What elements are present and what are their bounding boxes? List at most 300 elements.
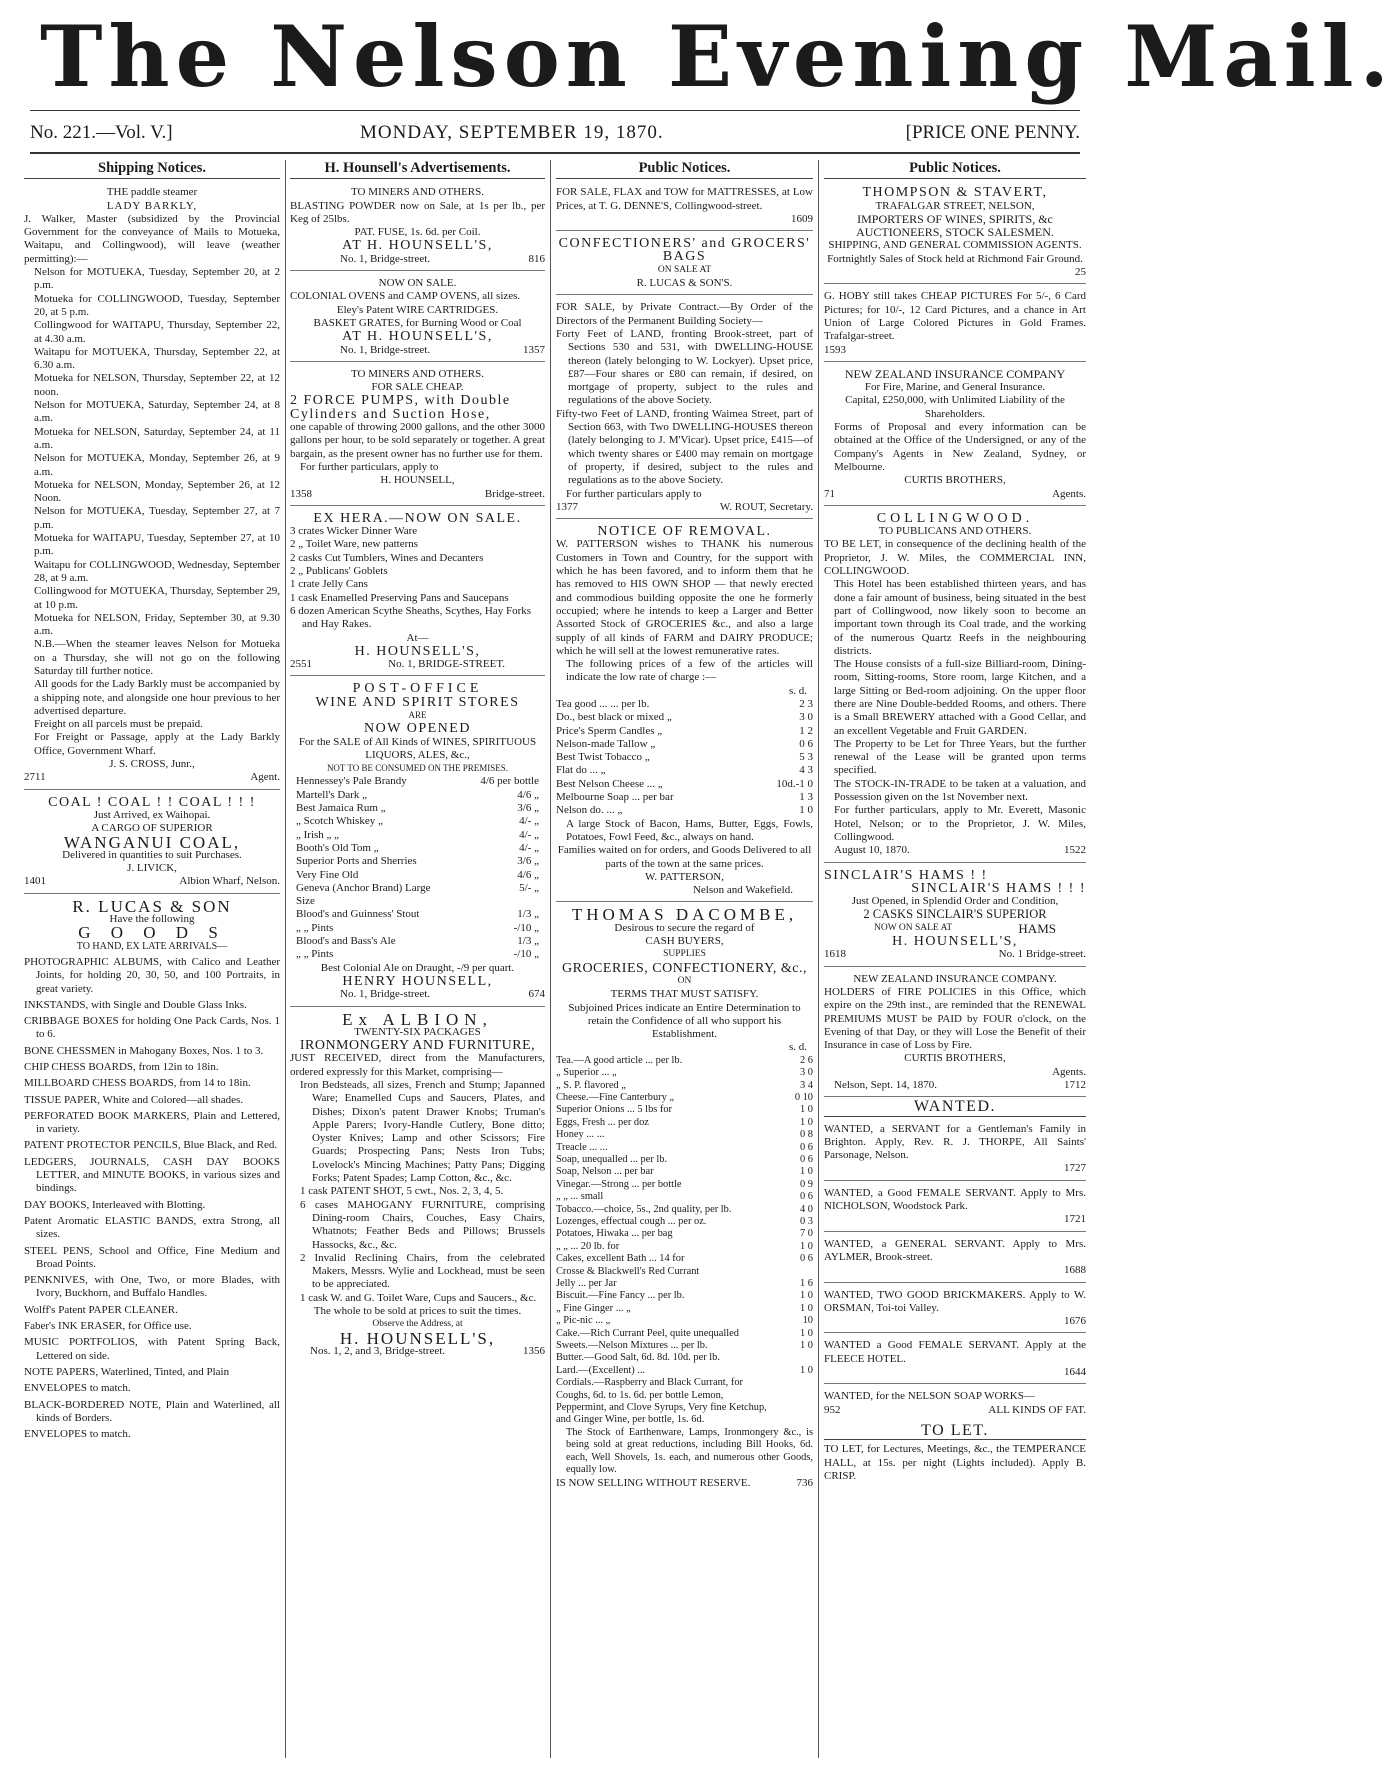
signature: H. HOUNSELL'S, <box>892 934 1018 950</box>
price-row <box>556 1117 813 1129</box>
list-item: MILLBOARD CHESS BOARDS, from 14 to 18in. <box>24 1077 251 1090</box>
price-value: 1 0 <box>800 1327 813 1339</box>
list-item: 2 Invalid Reclining Chairs, from the celebrated Makers, Messrs. Wylie and Lockhead, must be seen to be appreciated. <box>300 1251 545 1291</box>
ad-heading: TO PUBLICANS AND OTHERS. <box>878 525 1032 538</box>
price-value: 2 6 <box>800 1054 813 1066</box>
ad-footer <box>824 1213 1086 1226</box>
price-row <box>556 711 813 724</box>
ad-text: NOT TO BE CONSUMED ON THE PREMISES. <box>326 763 509 774</box>
price-value: 3/6 „ <box>517 802 539 815</box>
ad-text: one capable of throwing 2000 gallons, and the other 3000 gallons per hour, to be sold separately or together. A great bargain, as the present owner has no further use for them. <box>290 421 545 460</box>
ad-number: 2711 <box>24 771 46 784</box>
price-row <box>556 1179 813 1191</box>
price-value: 1/3 „ <box>517 935 539 948</box>
ad-text: Just Arrived, ex Waihopai. <box>93 808 211 821</box>
list-item: DAY BOOKS, Interleaved with Blotting. <box>24 1198 206 1211</box>
ad-number: 1727 <box>1064 1162 1086 1175</box>
ad-footer <box>824 1366 1086 1379</box>
ad-heading: WANGANUI COAL, <box>63 832 241 852</box>
ad-heading: LADY BARKLY, <box>106 199 198 212</box>
price-row <box>296 855 539 868</box>
price-item: Vinegar.—Strong ... per bottle <box>556 1178 682 1190</box>
price-row <box>296 789 539 802</box>
ad-text: Delivered in quantities to suit Purchases. <box>62 848 242 861</box>
price-row <box>556 1315 813 1327</box>
ad-number: 1357 <box>523 343 545 356</box>
ad-notice-of-removal <box>556 522 813 902</box>
sailing-entry: Nelson for MOTUEKA, Tuesday, September 20, at 2 p.m. <box>34 266 280 292</box>
ad-wanted <box>824 1184 1086 1232</box>
ad-heading: TO MINERS AND OTHERS. <box>350 186 485 199</box>
price-row <box>296 815 539 828</box>
ad-text: HOLDERS of FIRE POLICIES in this Office, which expire on the 29th inst., are reminded that the RENEWAL PREMIUMS MUST be PAID by FOUR o'clock, on the Evening of that Day, or they will Lose the Benefit of their Insurance in case of Loss by Fire. <box>824 985 1086 1052</box>
sailing-entry: Nelson for MOTUEKA, Saturday, September 24, at 8 a.m. <box>34 399 280 425</box>
ad-heading: NEW ZEALAND INSURANCE COMPANY <box>844 366 1066 381</box>
ad-heading: IRONMONGERY AND FURNITURE, <box>299 1038 536 1054</box>
list-item: LEDGERS, JOURNALS, CASH DAY BOOKS LETTER, and MINUTE BOOKS, in various sizes and bindings. <box>24 1155 280 1195</box>
price-item: Jelly ... per Jar <box>556 1278 617 1290</box>
ad-heading: G O O D S <box>78 923 226 943</box>
ad-ovens <box>290 274 545 362</box>
price-list <box>556 1055 813 1427</box>
price-row <box>556 1290 813 1302</box>
list-item: MUSIC PORTFOLIOS, with Patent Spring Back, Lettered on side. <box>24 1336 280 1362</box>
ad-collingwood <box>824 509 1086 863</box>
ad-heading: THOMAS DACOMBE, <box>571 905 798 925</box>
ad-number: 2551 <box>290 658 312 671</box>
price-row <box>556 1166 813 1178</box>
price-item: Cordials.—Raspberry and Black Currant, for Coughs, 6d. to 1s. 6d. per bottle Lemon, Peppermint, and Clove Syrups, Very fine Ketchup, and Ginger Wine, per bottle, 1s. 6d. <box>556 1377 767 1426</box>
list-item: ENVELOPES to match. <box>24 1428 131 1441</box>
ad-number: 1618 <box>824 948 846 961</box>
column-public-notices-1 <box>556 162 813 1762</box>
price-item: Best Nelson Cheese ... „ <box>556 777 663 790</box>
price-item: Booth's Old Tom „ <box>296 841 379 854</box>
ad-text: For Freight or Passage, apply at the Lady Barkly Office, Government Wharf. <box>34 731 280 757</box>
price-item: Price's Sperm Candles „ <box>556 724 663 737</box>
signature-role: Agents. <box>1052 487 1086 500</box>
ad-address: No. 1, BRIDGE-STREET. <box>388 658 505 671</box>
price-row <box>556 1228 813 1240</box>
price-value: 1 0 <box>799 804 813 817</box>
price-value: 1 0 <box>800 1116 813 1128</box>
price-value: 4/- „ <box>519 841 539 854</box>
ad-text: SUPPLIES <box>663 949 706 960</box>
issue-number: No. 221.—Vol. V.] <box>30 122 173 143</box>
price-row <box>556 804 813 817</box>
price-row <box>296 882 539 909</box>
ad-text: All goods for the Lady Barkly must be accompanied by a shipping note, and alongside one hour previous to her advertised departure. <box>34 678 280 717</box>
ad-number: 1377 <box>556 500 578 513</box>
ad-address: No. 1, Bridge-street. <box>340 252 431 265</box>
price-value: 0 6 <box>800 1191 813 1203</box>
price-row <box>556 1216 813 1228</box>
price-row <box>556 698 813 711</box>
price-value <box>773 1352 813 1364</box>
price-item: „ „ ... small <box>556 1191 604 1203</box>
ad-heading: NEW ZEALAND INSURANCE COMPANY. <box>853 972 1057 985</box>
ad-text: ALL KINDS OF FAT. <box>988 1403 1086 1416</box>
ad-text: FOR SALE, by Private Contract.—By Order of the Directors of the Permanent Building Society— <box>556 301 813 327</box>
price-value: 4/- „ <box>519 815 539 828</box>
ad-building-society <box>556 298 813 519</box>
ad-text: Fifty-two Feet of LAND, fronting Waimea Street, part of Section 663, with Two DWELLING-HOUSES thereon (lately belonging to J. M'Vicar). Upset price, £415—of which twenty shares or £400 may remain on mortgage of property, if desired, subject to the rules and regulations as to the above Society. <box>556 407 813 487</box>
price-row <box>556 1352 813 1364</box>
sailing-entry: Nelson for MOTUEKA, Monday, September 26, at 9 a.m. <box>34 452 280 478</box>
ad-text: Best Colonial Ale on Draught, -/9 per quart. <box>320 961 515 974</box>
ad-text: ON <box>677 975 692 986</box>
ad-heading: POST-OFFICE <box>352 681 483 697</box>
ad-text: TRAFALGAR STREET, NELSON, <box>875 199 1035 212</box>
price-value: 1 0 <box>800 1290 813 1302</box>
column-rule <box>285 160 286 1758</box>
price-item: Best Twist Tobacco „ <box>556 751 650 764</box>
list-item: BLACK-BORDERED NOTE, Plain and Waterlined, all kinds of Borders. <box>24 1398 280 1424</box>
price-row <box>296 802 539 815</box>
ad-heading: COAL ! COAL ! ! COAL ! ! ! <box>48 794 256 810</box>
price-value: -/10 „ <box>513 921 539 934</box>
price-value: 1/3 „ <box>517 908 539 921</box>
price-item: Soap, Nelson ... per bar <box>556 1166 654 1178</box>
ad-date: Nelson, Sept. 14, 1870. <box>834 1079 937 1091</box>
price-item: Geneva (Anchor Brand) Large Size <box>296 881 431 908</box>
price-value: 1 2 <box>799 724 813 737</box>
price-row <box>556 1340 813 1352</box>
ad-to-let: TO LET, for Lectures, Meetings, &c., the TEMPERANCE HALL, at 15s. per night (Lights included). Apply B. CRISP. <box>824 1443 1086 1482</box>
ad-text: For further particulars, apply to Mr. Everett, Masonic Hotel, Nelson; or to the Proprietor, J. W. Miles, Collingwood. <box>834 804 1086 843</box>
ad-ex-albion <box>290 1010 545 1363</box>
price-value: 0 6 <box>800 1153 813 1165</box>
ad-number: 1676 <box>1064 1315 1086 1328</box>
ad-text: For further particulars apply to <box>566 487 702 500</box>
price-header: s. d. <box>788 1041 807 1054</box>
ad-text: The Stock of Earthenware, Lamps, Ironmongery &c., is being sold at great reductions, including Bill Hooks, 6d. each, Well Shovels, 1s. each, and numerous other Goods, equally low. <box>566 1426 813 1476</box>
list-item: 1 crate Jelly Cans <box>290 578 368 591</box>
list-item: 1 cask PATENT SHOT, 5 cwt., Nos. 2, 3, 4, 5. <box>300 1185 504 1198</box>
ad-text: J. Walker, Master (subsidized by the Provincial Government for the conveyance of Mails to Motueka, Waitapu, and Collingwood), will leave (weather permitting):— <box>24 212 280 265</box>
ad-text: Capital, £250,000, with Unlimited Liability of the Shareholders. <box>845 394 1065 420</box>
list-item: PHOTOGRAPHIC ALBUMS, with Calico and Leather Joints, for holding 20, 30, 50, and 100 Portraits, in great variety. <box>24 955 280 995</box>
signature: HENRY HOUNSELL, <box>342 973 493 989</box>
list-item: 2 casks Cut Tumblers, Wines and Decanters <box>290 551 484 564</box>
ad-heading: NOW ON SALE. <box>378 277 457 290</box>
masthead-title: The Nelson Evening Mail. <box>40 7 1395 106</box>
price-item: Do., best black or mixed „ <box>556 711 672 724</box>
ad-heading: CONFECTIONERS' and GROCERS' BAGS <box>558 236 811 265</box>
price-row <box>556 1191 813 1203</box>
ad-text: Just Opened, in Splendid Order and Condition, <box>851 895 1059 908</box>
ad-heading: Ex ALBION, <box>342 1009 493 1029</box>
ad-text: WANTED a Good FEMALE SERVANT. Apply at the FLEECE HOTEL. <box>824 1339 1086 1365</box>
column-rule <box>550 160 551 1758</box>
ad-heading: AT H. HOUNSELL'S, <box>342 238 493 254</box>
ad-text: W. PATTERSON wishes to THANK his numerous Customers in Town and Country, for the support with which he has been favored, and to inform them that he has removed to HIS OWN SHOP — that newly erected and commodious building opposite the one he formerly occupied; where he intends to keep a Larger and Better Assorted Stock of GROCERIES &c., and also a large supply of all kinds of FARM and DAIRY PRODUCE; which he will sell at the lowest remunerative rates. <box>556 538 813 657</box>
ad-heading: 2 CASKS SINCLAIR'S SUPERIOR <box>863 907 1047 922</box>
ad-text: G. HOBY still takes CHEAP PICTURES For 5/-, 6 Card Pictures; for 10/-, 12 Card Pictures, and a chance in Art Union of Large Colored Pictures in Gold Frames. Trafalgar-street. <box>824 290 1086 343</box>
ad-text: TO BE LET, in consequence of the declining health of the Proprietor, J. W. Miles, the COMMERCIAL INN, COLLINGWOOD. <box>824 538 1086 578</box>
ad-text: For Fire, Marine, and General Insurance. <box>864 381 1046 394</box>
ad-sinclairs-hams <box>824 866 1086 967</box>
ad-number: 1356 <box>523 1344 545 1357</box>
price-row <box>556 1204 813 1216</box>
price-header: s. d. <box>788 684 807 697</box>
ad-text: A CARGO OF SUPERIOR <box>91 822 213 835</box>
price-value: 4/6 per bottle <box>480 775 539 788</box>
price-item: Tea.—A good article ... per lb. <box>556 1054 683 1066</box>
ad-heading: HAMS <box>1018 920 1056 936</box>
price-row <box>556 1303 813 1315</box>
price-value: 1 0 <box>800 1302 813 1314</box>
price-row <box>556 738 813 751</box>
price-list <box>556 698 813 818</box>
ad-text: WANTED, a SERVANT for a Gentleman's Family in Brighton. Apply, Rev. R. J. THORPE, All Saints' Parsonage, Nelson. <box>824 1122 1086 1162</box>
price-row <box>296 908 539 921</box>
ad-text: SHIPPING, AND GENERAL COMMISSION AGENTS. <box>828 239 1082 252</box>
ad-text: N.B.—When the steamer leaves Nelson for Motueka on a Thursday, she will not go on the following Saturday till further notice. <box>34 638 280 677</box>
price-value: 0 6 <box>800 1141 813 1153</box>
price-row <box>556 1266 813 1278</box>
ad-heading: EX HERA.—NOW ON SALE. <box>313 510 522 526</box>
ad-address: Albion Wharf, Nelson. <box>179 875 280 888</box>
ad-fire-policies <box>824 970 1086 1098</box>
issue-price: [PRICE ONE PENNY. <box>905 122 1080 143</box>
goods-list <box>290 1079 545 1305</box>
price-value: 1 0 <box>800 1166 813 1178</box>
price-value: 2 3 <box>799 697 813 710</box>
signature: J. LIVICK, <box>127 862 177 875</box>
column-heading: Shipping Notices. <box>24 162 280 179</box>
ad-post-office-stores <box>290 679 545 1006</box>
price-item: Eggs, Fresh ... per doz <box>556 1116 649 1128</box>
price-item: Blood's and Bass's Ale <box>296 935 396 948</box>
ad-footer <box>824 1162 1086 1175</box>
ad-text: Forty Feet of LAND, fronting Brook-street, part of Sections 530 and 531, with DWELLING-HOUSE thereon (lately belonging to W. Lockyer). Upset price, £87—Four shares or £80 can remain, if desired, on mortgage of property, subject to the rules and regulations of the above Society. <box>556 327 813 407</box>
price-value: 5 3 <box>799 751 813 764</box>
sailing-entry: Motueka for NELSON, Monday, September 26, at 12 Noon. <box>34 478 280 505</box>
list-item: PERFORATED BOOK MARKERS, Plain and Lettered, in variety. <box>24 1109 280 1136</box>
price-item: Treacle ... ... <box>556 1141 608 1153</box>
price-row <box>296 948 539 961</box>
price-value: 4/6 „ <box>517 868 539 881</box>
sailing-entry: Waitapu for COLLINGWOOD, Wednesday, September 28, at 9 a.m. <box>34 558 280 584</box>
price-value: 7 0 <box>800 1228 813 1240</box>
ad-number: 71 <box>824 487 835 500</box>
ad-heading: NOTICE OF REMOVAL. <box>597 524 772 540</box>
ad-text: For the SALE of All Kinds of WINES, SPIRITUOUS LIQUORS, ALES, &c., <box>298 735 537 761</box>
price-item: Superior Onions ... 5 lbs for <box>556 1104 673 1116</box>
ad-heading: IS NOW SELLING WITHOUT RESERVE. <box>556 1476 751 1489</box>
ad-address: No. 1 Bridge-street. <box>998 948 1086 961</box>
ad-address: No. 1, Bridge-street. <box>340 343 431 356</box>
ad-heading: NOW OPENED <box>364 721 471 737</box>
price-row <box>556 1142 813 1154</box>
ad-text: WANTED, a Good FEMALE SERVANT. Apply to Mrs. NICHOLSON, Woodstock Park. <box>824 1186 1086 1213</box>
ad-lady-barkly <box>24 183 280 789</box>
ad-number: 1593 <box>824 343 846 356</box>
price-value: 4/6 „ <box>517 788 539 801</box>
ad-wanted <box>824 1235 1086 1283</box>
ad-nz-insurance <box>824 365 1086 506</box>
ad-wanted <box>824 1120 1086 1181</box>
price-value: 1 3 <box>799 791 813 804</box>
ad-wanted <box>824 1336 1086 1384</box>
column-heading: H. Hounsell's Advertisements. <box>290 162 545 179</box>
ad-number: 25 <box>1075 266 1086 279</box>
ad-heading: GROCERIES, CONFECTIONERY, &c., <box>562 960 807 976</box>
price-item: Best Jamaica Rum „ <box>296 802 386 815</box>
price-value: 4 0 <box>800 1203 813 1215</box>
ad-text: The following prices of a few of the articles will indicate the low rate of charge :— <box>566 658 813 684</box>
column-public-notices-2 <box>824 162 1086 1762</box>
sailing-entry: Motueka for COLLINGWOOD, Tuesday, September 20, at 5 p.m. <box>34 292 280 318</box>
list-item: STEEL PENS, School and Office, Fine Medium and Broad Points. <box>24 1244 280 1270</box>
column-hounsell <box>290 162 545 1762</box>
price-item: „ Fine Ginger ... „ <box>556 1302 631 1314</box>
column-shipping <box>24 162 280 1762</box>
list-item: PENKNIVES, with One, Two, or more Blades, with Ivory, Buckhorn, and Buffalo Handles. <box>24 1274 280 1300</box>
sailing-entry: Waitapu for MOTUEKA, Thursday, September 22, at 6.30 a.m. <box>34 345 280 372</box>
price-value <box>773 1266 813 1278</box>
ad-text: WANTED, a GENERAL SERVANT. Apply to Mrs. AYLMER, Brook-street. <box>824 1237 1086 1263</box>
ad-address: Nos. 1, 2, and 3, Bridge-street. <box>310 1344 446 1357</box>
price-value: 0 6 <box>800 1253 813 1265</box>
price-row <box>296 775 539 788</box>
ad-text: A large Stock of Bacon, Hams, Butter, Eggs, Fowls, Potatoes, Fowl Feed, &c., always on hand. <box>566 817 813 843</box>
ad-number: 1688 <box>1064 1264 1086 1277</box>
price-item: Biscuit.—Fine Fancy ... per lb. <box>556 1290 685 1302</box>
list-item: INKSTANDS, with Single and Double Glass Inks. <box>24 998 247 1011</box>
price-item: Lard.—(Excellent) ... <box>556 1364 646 1376</box>
ad-number: 1358 <box>290 487 312 500</box>
price-item: Melbourne Soap ... per bar <box>556 791 674 804</box>
ad-heading: R. LUCAS & SON'S. <box>636 277 733 290</box>
price-value <box>773 1377 813 1427</box>
ad-text: Subjoined Prices indicate an Entire Determination to retain the Confidence of all who support his Establishment. <box>568 1001 801 1041</box>
ad-heading: H. HOUNSELL'S, <box>354 643 481 659</box>
ad-number: 1401 <box>24 875 46 888</box>
ad-force-pumps <box>290 365 545 506</box>
price-item: Martell's Dark „ <box>296 788 368 801</box>
list-item: TISSUE PAPER, White and Colored—all shades. <box>24 1093 244 1106</box>
price-row <box>556 1328 813 1340</box>
price-item: Potatoes, Hiwaka ... per bag <box>556 1228 673 1240</box>
sailing-entry: Collingwood for MOTUEKA, Thursday, September 29, at 10 p.m. <box>34 585 280 611</box>
price-value: 0 9 <box>800 1178 813 1190</box>
list-item: ENVELOPES to match. <box>24 1382 131 1395</box>
ad-heading: 2 FORCE PUMPS, with Double Cylinders and Suction Hose, <box>290 393 511 422</box>
ad-number: 1609 <box>791 212 813 225</box>
ad-heading: COLLINGWOOD. <box>876 510 1034 526</box>
ad-heading: AT H. HOUNSELL'S, <box>342 329 493 345</box>
signature: J. S. CROSS, Junr., <box>109 758 195 771</box>
ad-text: For further particulars, apply to <box>300 460 439 473</box>
ad-text: This Hotel has been established thirteen years, and has done a fair amount of business, being situated in the best part of Collingwood, now likely soon to become an important town through its Coal trade, and the working of the numerous Quartz Reefs in the neighbouring districts. <box>834 578 1086 657</box>
list-item: 2 „ Toilet Ware, new patterns <box>290 538 419 551</box>
price-item: Crosse & Blackwell's Red Currant <box>556 1265 700 1277</box>
ad-text: BLASTING POWDER now on Sale, at 1s per lb., per Keg of 25lbs. <box>290 199 545 225</box>
ad-heading: THE paddle steamer <box>106 186 198 199</box>
price-item: Tea good ... ... per lb. <box>556 697 650 710</box>
ad-heading: IMPORTERS OF WINES, SPIRITS, &c <box>857 211 1053 226</box>
ad-text: COLONIAL OVENS and CAMP OVENS, all sizes. <box>290 290 521 303</box>
price-value: 1 0 <box>800 1364 813 1376</box>
ad-number: 1644 <box>1064 1366 1086 1379</box>
list-item: PATENT PROTECTOR PENCILS, Blue Black, and Red. <box>24 1139 278 1152</box>
ad-number: 1712 <box>1064 1079 1086 1091</box>
section-heading-wanted: WANTED. <box>824 1100 1086 1116</box>
ad-date: August 10, 1870. <box>834 844 910 857</box>
ad-text: WANTED, for the NELSON SOAP WORKS— <box>824 1390 1035 1403</box>
ad-text: ON SALE AT <box>657 264 712 275</box>
list-item: CRIBBAGE BOXES for holding One Pack Cards, Nos. 1 to 6. <box>24 1015 280 1041</box>
ad-heading: TERMS THAT MUST SATISFY. <box>610 988 759 1001</box>
ad-heading: SINCLAIR'S HAMS ! ! ! <box>911 880 1086 896</box>
ad-text: BASKET GRATES, for Burning Wood or Coal <box>313 316 522 329</box>
ad-text: JUST RECEIVED, direct from the Manufacturers, ordered expressly for this Market, comprising— <box>290 1052 545 1078</box>
price-item: Nelson do. ... „ <box>556 804 623 817</box>
signature: CURTIS BROTHERS, <box>904 474 1006 487</box>
price-item: Sweets.—Nelson Mixtures ... per lb. <box>556 1340 708 1352</box>
price-item: „ Scotch Whiskey „ <box>296 815 383 828</box>
ad-text: Eley's Patent WIRE CARTRIDGES. <box>336 303 499 316</box>
price-row <box>556 1092 813 1104</box>
price-item: „ Pic-nic ... „ <box>556 1315 611 1327</box>
price-row <box>556 1241 813 1253</box>
ad-heading: R. LUCAS & SON <box>72 896 232 916</box>
sailing-entry: Collingwood for WAITAPU, Thursday, September 22, at 4.30 a.m. <box>34 319 280 345</box>
list-item: 1 cask Enamelled Preserving Pans and Saucepans <box>290 591 509 604</box>
price-item: Cake.—Rich Currant Peel, quite unequalled <box>556 1327 739 1339</box>
ad-heading: AUCTIONEERS, STOCK SALESMEN. <box>856 225 1054 240</box>
list-item: CHIP CHESS BOARDS, from 12in to 18in. <box>24 1061 219 1073</box>
ad-heading: CASH BUYERS, <box>645 935 724 948</box>
ad-text: Forms of Proposal and every information can be obtained at the Office of the Undersigned, or any of the Company's Agents in New Zealand, Sydney, or Melbourne. <box>834 421 1086 473</box>
ad-number: 1721 <box>1064 1213 1086 1226</box>
price-row <box>296 922 539 935</box>
ad-text: PAT. FUSE, 1s. 6d. per Coil. <box>354 226 481 239</box>
goods-list <box>24 956 280 1442</box>
price-row <box>556 1104 813 1116</box>
price-value: 0 10 <box>794 1091 813 1103</box>
ad-blasting-powder <box>290 183 545 271</box>
price-value: 5/- „ <box>519 881 539 894</box>
price-item: Superior Ports and Sherries <box>296 855 417 868</box>
ad-text: ARE <box>408 709 427 720</box>
sailing-entry: Motueka for NELSON, Thursday, September 22, at 12 noon. <box>34 372 280 398</box>
price-row <box>556 1067 813 1079</box>
price-row <box>556 1129 813 1141</box>
signature-role: Agents. <box>1052 1065 1086 1078</box>
dateline-rule <box>30 152 1080 154</box>
ad-footer <box>824 1404 1086 1417</box>
ad-wanted <box>824 1286 1086 1334</box>
signature: W. PATTERSON, <box>645 870 724 883</box>
signature: W. ROUT, Secretary. <box>719 500 813 513</box>
price-item: Flat do ... „ <box>556 764 606 777</box>
ad-text: FOR SALE, FLAX and TOW for MATTRESSES, at Low Prices, at T. G. DENNE'S, Collingwood-street. <box>556 186 813 212</box>
ad-footer <box>824 1315 1086 1328</box>
ad-hoby-pictures <box>824 287 1086 361</box>
ad-text: Families waited on for orders, and Goods Delivered to all parts of the town at the same prices. <box>557 844 812 870</box>
ad-address: Nelson and Wakefield. <box>692 884 793 897</box>
price-item: Tobacco.—choice, 5s., 2nd quality, per lb. <box>556 1203 732 1215</box>
ad-heading: TO MINERS AND OTHERS. <box>350 367 485 380</box>
signature-role: Agent. <box>250 771 280 784</box>
price-value: 3/6 „ <box>517 855 539 868</box>
price-item: „ Irish „ „ <box>296 828 340 841</box>
price-value: 3 4 <box>800 1079 813 1091</box>
price-value: 3 0 <box>800 1067 813 1079</box>
